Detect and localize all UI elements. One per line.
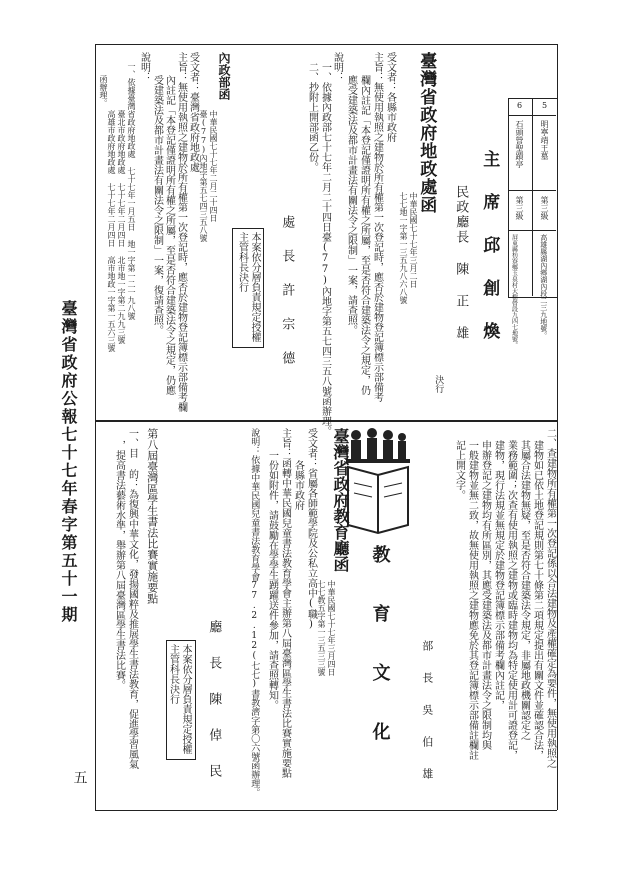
attachment-item-1-cont: ，提高書法藝術水準，舉辦第八屆臺灣區學生書法比賽。 [113, 440, 125, 690]
letter2-title: 內政部函 [217, 52, 231, 100]
letter1-signer: 處 長 許 宗 德 [279, 215, 295, 367]
letter1-ref: 七七地一字第一三五九八六八號 [399, 192, 408, 304]
attachment-item-1: 一、目 的：為復興中華文化，發揚國粹及推展學生書法教育，促進學習風氣 [126, 428, 138, 769]
letter4-explain: 說明：依據中華民國兒童書法教育學會77.2.12(七七)書教濟字第〇六號函辦理。 [249, 428, 260, 797]
letter2-date: 中華民國七十七年二月二十四日 [209, 110, 218, 222]
table-row-divider-3 [508, 230, 556, 231]
letter2-explain-1-d: 函辦理。 [99, 75, 108, 107]
table-row-name: 明寧靖王墓 [540, 120, 549, 160]
letter1-stamp-text: 本案依分層負責規定授權主管科長決行 [236, 232, 260, 342]
table-row-divider-1 [508, 115, 556, 116]
letter1-date: 中華民國七十七年三月二日 [409, 192, 418, 288]
table-row-grade: 第三級 [540, 196, 549, 220]
letter2-explain-2-cont: 建物，現行法規並無規定於建物登記簿標示部備考欄內註記， [492, 440, 504, 710]
letter4-signer: 廳 長 陳 倬 民 [206, 620, 222, 781]
letter2-explain-head: 說明： [138, 52, 150, 82]
table-row-no: 6 [515, 101, 524, 110]
letter2-explain-2-cont: 業務範圍；次查有使用執照之建物或臨時建物均為特定使用計可證登記， [505, 440, 517, 760]
chair-signature: 主 席 邱 創 煥 [479, 150, 500, 342]
letter1-explain-head: 說明： [331, 52, 343, 82]
letter1-explain-1: 一、依據內政部七十七年二月二十四日臺(77)內地字第五七四三五八號函辦理。 [319, 62, 331, 436]
letter4-date: 中華民國七十七年三月四日 [327, 580, 336, 676]
table-row-grade: 第三級 [515, 196, 524, 220]
letter2-explain-2-cont: 記上開文字。 [453, 440, 465, 500]
letter1-subject-cont: 應受建築法及都市計畫法有關法令之限制」一案，請查照。 [345, 75, 357, 335]
table-row-address: 屏東縣枋寮鄉玉泉村大樹營段九四七地號。 [510, 234, 518, 348]
civil-director-signature: 民政廳長 陳 正 雄 [453, 185, 469, 341]
letter2-explain-2-cont: 其屬合法建物無疑，至是否符合建築法令規定，非屬地政機關認定之 [518, 440, 530, 740]
education-banner-title: 教 育 文 化 [369, 545, 391, 750]
table-col-divider [532, 98, 533, 296]
table-row-no: 5 [540, 101, 549, 110]
education-banner-illustration [338, 425, 418, 545]
attachment-title: 第八屆臺灣區學生書法比賽實施要點 [145, 428, 159, 604]
table-row-address: 高雄縣湖內鄉湖內段二三九地號。 [539, 234, 548, 339]
letter4-recipient: 受文者：省屬各師範學院及公私立高中(職) [305, 428, 317, 630]
page-number: 五 [71, 770, 88, 784]
letter2-explain-1-c: 高雄市政府地政處 七十七年二月四日 高市地政一字第一五六三號 [107, 110, 116, 352]
letter4-subject-cont: 一份如附件，請鼓勵在學學生踴躍送件參加，請查照轉知。 [266, 450, 278, 710]
letter1-title: 臺灣省政府地政處函 [416, 52, 437, 214]
letter4-ref: 七七教五字第一三五三三號 [317, 580, 326, 676]
letter1-recipient: 受文者：各縣市政府 [384, 52, 396, 142]
letter2-explain-2-cont: 一般建物並無二致，故無使用執照之建物應免於其登記簿標示部備註欄註 [466, 440, 478, 760]
letter2-explain-1-b: 臺北市政府地政處 七十七年二月四日 北市地一字第二九九三號 [117, 110, 126, 344]
letter4-subject: 主旨：函轉中華民國兒童書法教育學會主辦第八屆臺灣區學生書法比賽實施要點 [279, 428, 291, 778]
frame-top-rule [95, 44, 557, 45]
letter2-subject: 主旨：無使用執照之建物於所有權第一次登記時，應否於建物登記簿標示部備考欄 [175, 52, 187, 412]
letter2-explain-2-cont: 建物如已依土地登記規則第七十條第二項規定提出有關文件並確認合法， [531, 440, 543, 760]
letter4-recipient-cont: 各縣市政府 [292, 460, 304, 510]
table-row-divider-2 [508, 190, 556, 191]
letter2-subject-cont: 內註記「本登記僅證明所有權之所屬，至是否符合建築法令之規定，仍應 [163, 75, 175, 395]
letter1-subject: 主旨：無使用執照之建物於所有權第一次登記時，應否於建物登記簿標示部備考 [371, 52, 383, 402]
civil-director-suffix: 決行 [433, 375, 444, 393]
letter2-subject-cont: 受建築法及都市計畫法有關法令之限制」一案，復請查照。 [151, 75, 163, 335]
letter4-title: 臺灣省政府教育廳函 [331, 428, 350, 572]
letter2-explain-2-cont: 申辦登記之建物均有所區別，其應受建築法及都市計畫法令之限制均與 [479, 440, 491, 750]
gazette-header: 臺灣省政府公報七十七年春字第五十一期 [59, 300, 78, 624]
letter1-explain-2: 二、抄附上開部函乙份。 [306, 62, 318, 172]
letter2-explain-2: 二、查建物所有權第一次登記係以合法建物及產權確定為要件，無使用執照之 [544, 428, 556, 768]
letter2-ref: 臺(77)內地字第五七四三五八號 [199, 110, 208, 242]
letter2-signer: 部 長 吳 伯 雄 [420, 640, 434, 783]
letter1-subject-cont: 欄內註記「本登記僅證明所有權之所屬，至是否符合建築法令之規定，仍 [358, 75, 370, 395]
frame-bottom-rule [95, 810, 557, 811]
letter2-recipient: 受文者：臺灣省政府地政處 [187, 52, 199, 172]
frame-left-rule [95, 44, 96, 810]
book-with-people-icon [338, 425, 418, 545]
letter4-stamp-text: 本案依分層負責規定授權主管科長決行 [167, 644, 191, 754]
table-row-name: 石頭營聖蹟亭 [515, 120, 524, 168]
letter2-explain-1: 一、依據臺灣省政府地政處 七十七年一月五日 地一字第一二一九八號 [127, 62, 136, 320]
